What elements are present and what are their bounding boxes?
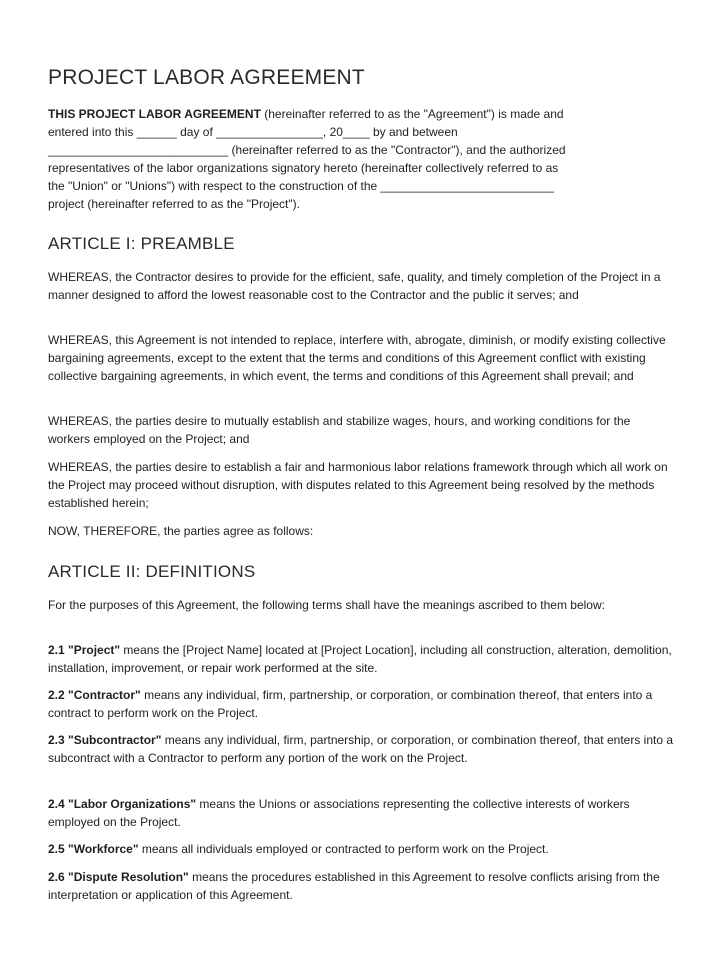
- definition-text: means any individual, firm, partnership, or corporation, or combination thereof, that enters into a subcontract with a Contractor to perform any portion of the work on the Project.: [48, 733, 674, 765]
- document-title: PROJECT LABOR AGREEMENT: [48, 66, 365, 89]
- definition-term: 2.5 "Workforce": [48, 842, 139, 856]
- definition-text: means all individuals employed or contracted to perform work on the Project.: [138, 842, 549, 856]
- definition-item: [48, 868, 674, 904]
- preamble-paragraph-5: NOW, THEREFORE, the parties agree as follows:: [48, 524, 314, 538]
- definition-term: 2.2 "Contractor": [48, 688, 141, 702]
- intro-line-2: entered into this ______ day of ________________, 20____ by and between: [48, 125, 458, 139]
- definition-item: [48, 840, 674, 858]
- preamble-paragraph-2: WHEREAS, this Agreement is not intended to replace, interfere with, abrogate, diminish, or modify existing collective bargaining agreements, except to the extent that the terms and conditions of this Agreement conflict with existing collective bargaining agreements, in which event, the terms and conditions of this Agreement shall prevail; and: [48, 333, 666, 383]
- article-1-heading: ARTICLE I: PREAMBLE: [48, 234, 235, 253]
- definition-term: 2.4 "Labor Organizations": [48, 797, 197, 811]
- definition-item: [48, 795, 674, 831]
- article-2-heading: ARTICLE II: DEFINITIONS: [48, 562, 256, 581]
- definitions-intro: For the purposes of this Agreement, the following terms shall have the meanings ascribed to them below:: [48, 598, 605, 612]
- definition-text: means the procedures established in this Agreement to resolve conflicts arising from the interpretation or application of this Agreement.: [48, 870, 660, 902]
- definition-term: 2.3 "Subcontractor": [48, 733, 162, 747]
- intro-line-6: project (hereinafter referred to as the "Project").: [48, 197, 300, 211]
- definition-text: means any individual, firm, partnership, or corporation, or combination thereof, that enters into a contract to perform work on the Project.: [48, 688, 653, 720]
- definition-item: [48, 686, 674, 722]
- intro-paragraph: [48, 105, 674, 213]
- intro-line-3: ___________________________ (hereinafter referred to as the "Contractor"), and the authorized: [48, 143, 566, 157]
- intro-line-1: (hereinafter referred to as the "Agreement") is made and: [260, 107, 564, 121]
- intro-line-5: the "Union" or "Unions") with respect to the construction of the __________________________: [48, 179, 555, 193]
- definition-term: 2.1 "Project": [48, 643, 121, 657]
- definition-text: means the Unions or associations representing the collective interests of workers employed on the Project.: [48, 797, 630, 829]
- definition-term: 2.6 "Dispute Resolution": [48, 870, 189, 884]
- preamble-paragraph-3: WHEREAS, the parties desire to mutually establish and stabilize wages, hours, and working conditions for the workers employed on the Project; and: [48, 414, 631, 446]
- intro-lead: THIS PROJECT LABOR AGREEMENT: [48, 107, 261, 121]
- preamble-paragraph-1: WHEREAS, the Contractor desires to provide for the efficient, safe, quality, and timely completion of the Project in a manner designed to afford the lowest reasonable cost to the Contractor and the public it serves; and: [48, 270, 661, 302]
- intro-line-4: representatives of the labor organizations signatory hereto (hereinafter collectively referred to as: [48, 161, 559, 175]
- definition-item: [48, 731, 674, 767]
- preamble-paragraph-4: WHEREAS, the parties desire to establish a fair and harmonious labor relations framework through which all work on the Project may proceed without disruption, with disputes related to this Agreement being resolved by the methods established herein;: [48, 460, 668, 510]
- definition-item: [48, 641, 674, 677]
- definition-text: means the [Project Name] located at [Project Location], including all construction, alteration, demolition, installation, improvement, or repair work performed at the site.: [48, 643, 672, 675]
